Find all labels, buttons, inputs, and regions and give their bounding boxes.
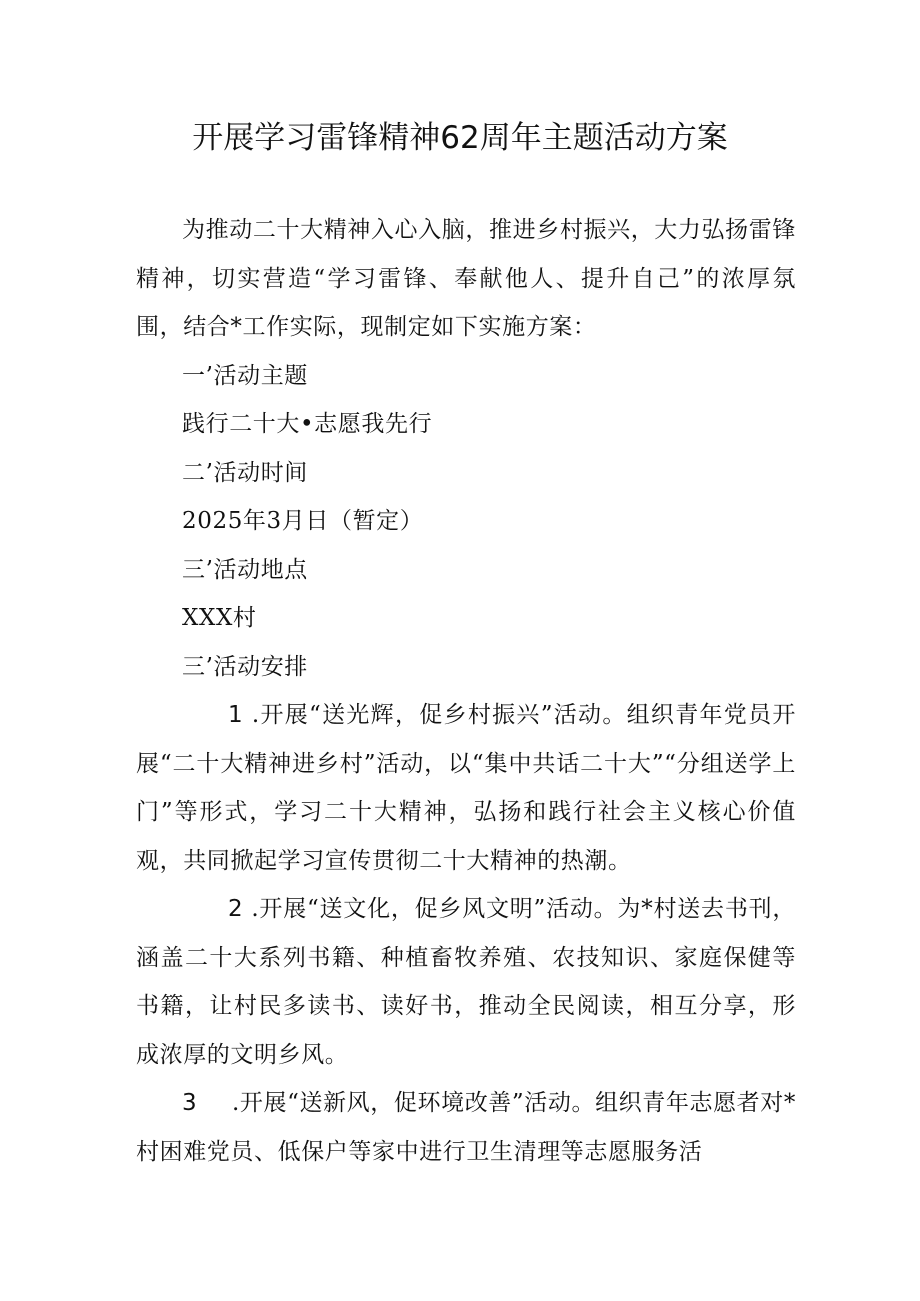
intro-paragraph: 为推动二十大精神入心入脑，推进乡村振兴，大力弘扬雷锋精神，切实营造“学习雷锋、奉献他人、提升自己”的浓厚氛围，结合*工作实际，现制定如下实施方案： [136,217,796,340]
section4-heading: 三’活动安排 [182,653,308,680]
document-body [136,206,796,1176]
item3-text: .开展“送新风，促环境改善”活动。组织青年志愿者对*村困难党员、低保户等家中进行卫生清理等志愿服务活 [136,1090,796,1165]
item1-text: .开展“送光辉，促乡村振兴”活动。组织青年党员开展“二十大精神进乡村”活动，以“集中共话二十大”“分组送学上门”等形式，学习二十大精神，弘扬和践行社会主义核心价值观，共同掀起学习宣传贯彻二十大精神的热潮。 [136,702,796,874]
section2-body: 2025年3月日（暂定） [182,508,424,534]
item2-text: .开展“送文化，促乡风文明”活动。为*村送去书刊，涵盖二十大系列书籍、种植畜牧养殖、农技知识、家庭保健等书籍，让村民多读书、读好书，推动全民阅读，相互分享，形成浓厚的文明乡风。 [136,896,796,1068]
list-item [136,1079,796,1176]
section3-heading: 三’活动地点 [182,556,308,583]
item1-number: 1 [228,702,244,728]
item2-number: 2 [228,896,244,922]
list-item [136,885,796,1079]
section1-body: 践行二十大•志愿我先行 [182,411,433,437]
section2-heading: 二’活动时间 [182,459,308,486]
item3-number: 3 [182,1090,198,1116]
section1-heading: 一’活动主题 [182,362,308,389]
section3-body: XXX村 [182,605,257,631]
list-item [136,691,796,885]
document-title: 开展学习雷锋精神62周年主题活动方案 [192,120,728,156]
